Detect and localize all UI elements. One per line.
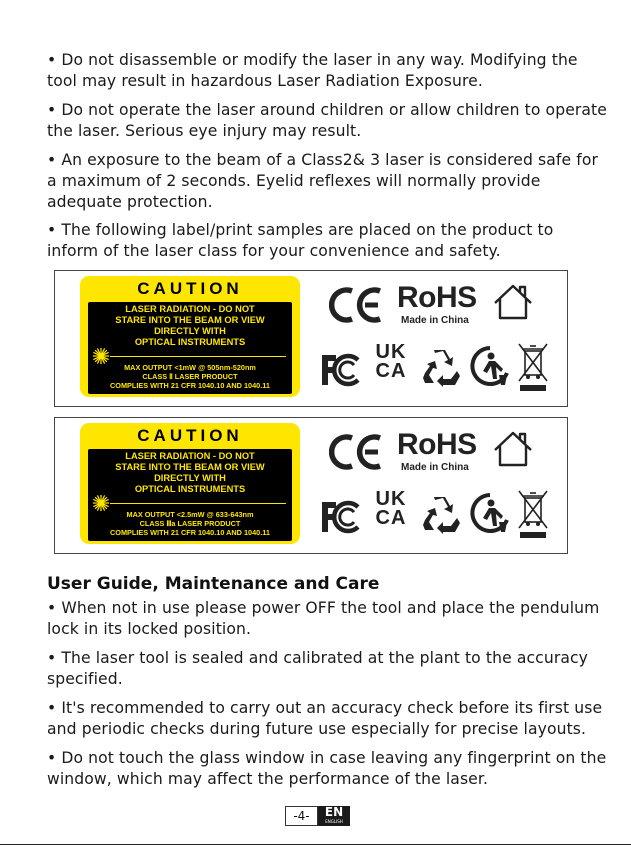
spec-line: COMPLIES WITH 21 CFR 1040.10 AND 1040.11 bbox=[110, 528, 270, 537]
care-paragraph-3: • It's recommended to carry out an accuracy check before its first use and periodic checks during future use especially for precise layouts. bbox=[47, 699, 603, 738]
made-in-china-text: Made in China bbox=[401, 315, 469, 326]
warning-line: LASER RADIATION - DO NOT bbox=[125, 451, 255, 461]
safety-paragraph-1: • Do not disassemble or modify the laser in any way. Modifying the tool may result in hazardous Laser Radiation Exposure. bbox=[47, 51, 578, 90]
caution-title: CAUTION bbox=[137, 279, 243, 298]
warning-line: OPTICAL INSTRUMENTS bbox=[134, 337, 246, 347]
laser-beam-line bbox=[110, 356, 286, 357]
ukca-top: UK bbox=[375, 488, 407, 510]
language-code: EN bbox=[324, 805, 344, 819]
made-in-china-text: Made in China bbox=[401, 462, 469, 473]
weee-bin-icon bbox=[517, 341, 549, 393]
spec-line: MAX OUTPUT <2.5mW @ 633-643nm bbox=[126, 510, 254, 519]
ukca-mark bbox=[371, 343, 411, 381]
caution-label bbox=[80, 423, 300, 544]
ukca-bottom: CA bbox=[375, 360, 407, 382]
care-paragraph-1: • When not in use please power OFF the tool and place the pendulum lock in its locked position. bbox=[47, 599, 600, 638]
spec-line: CLASS Ⅲa LASER PRODUCT bbox=[139, 519, 241, 528]
house-icon bbox=[492, 430, 534, 468]
tidyman-icon bbox=[469, 492, 511, 536]
page-footer bbox=[285, 806, 350, 826]
laser-starburst-icon bbox=[92, 347, 110, 365]
certification-marks bbox=[317, 428, 557, 543]
warning-line: STARE INTO THE BEAM OR VIEW bbox=[115, 462, 265, 472]
rohs-mark: RoHS bbox=[397, 281, 477, 314]
recycle-icon bbox=[421, 347, 463, 389]
fcc-logo-icon bbox=[319, 352, 361, 388]
safety-paragraph-2: • Do not operate the laser around children or allow children to operate the laser. Serious eye injury may result. bbox=[47, 101, 607, 140]
warning-line: STARE INTO THE BEAM OR VIEW bbox=[115, 315, 265, 325]
caution-label bbox=[80, 276, 300, 397]
rohs-mark: RoHS bbox=[397, 428, 477, 461]
warning-line: OPTICAL INSTRUMENTS bbox=[134, 484, 246, 494]
recycle-icon bbox=[421, 494, 463, 536]
label-sample-1 bbox=[54, 270, 568, 407]
bottom-rule bbox=[0, 844, 631, 845]
ce-mark-icon bbox=[329, 286, 385, 324]
weee-bin-icon bbox=[517, 488, 549, 540]
caution-title: CAUTION bbox=[137, 426, 243, 445]
spec-line: CLASS Ⅱ LASER PRODUCT bbox=[142, 372, 238, 381]
safety-paragraph-3: • An exposure to the beam of a Class2& 3 laser is considered safe for a maximum of 2 seconds. Eyelid reflexes will normally provide adequate protection. bbox=[47, 151, 598, 211]
warning-line: DIRECTLY WITH bbox=[154, 326, 226, 336]
warning-line: DIRECTLY WITH bbox=[154, 473, 226, 483]
page-number: -4- bbox=[285, 806, 318, 826]
care-paragraph-2: • The laser tool is sealed and calibrated at the plant to the accuracy specified. bbox=[47, 649, 588, 688]
certification-marks bbox=[317, 281, 557, 396]
safety-paragraph-4: • The following label/print samples are placed on the product to inform of the laser class for your convenience and safety. bbox=[47, 221, 554, 260]
ukca-top: UK bbox=[375, 341, 407, 363]
spec-line: MAX OUTPUT <1mW @ 505nm-520nm bbox=[124, 363, 256, 372]
caution-panel bbox=[88, 302, 292, 394]
caution-panel bbox=[88, 449, 292, 541]
language-badge bbox=[318, 806, 350, 826]
ukca-mark bbox=[371, 490, 411, 528]
care-paragraph-4: • Do not touch the glass window in case leaving any fingerprint on the window, which may affect the performance of the laser. bbox=[47, 749, 607, 788]
ce-mark-icon bbox=[329, 433, 385, 471]
warning-line: LASER RADIATION - DO NOT bbox=[125, 304, 255, 314]
spec-line: COMPLIES WITH 21 CFR 1040.10 AND 1040.11 bbox=[110, 381, 270, 390]
language-name: ENGLISH bbox=[325, 819, 343, 824]
fcc-logo-icon bbox=[319, 499, 361, 535]
care-heading: User Guide, Maintenance and Care bbox=[47, 574, 380, 594]
laser-row bbox=[88, 496, 292, 510]
label-sample-2 bbox=[54, 417, 568, 554]
house-icon bbox=[492, 283, 534, 321]
laser-starburst-icon bbox=[92, 494, 110, 512]
ukca-bottom: CA bbox=[375, 507, 407, 529]
laser-row bbox=[88, 349, 292, 363]
tidyman-icon bbox=[469, 345, 511, 389]
laser-beam-line bbox=[110, 503, 286, 504]
